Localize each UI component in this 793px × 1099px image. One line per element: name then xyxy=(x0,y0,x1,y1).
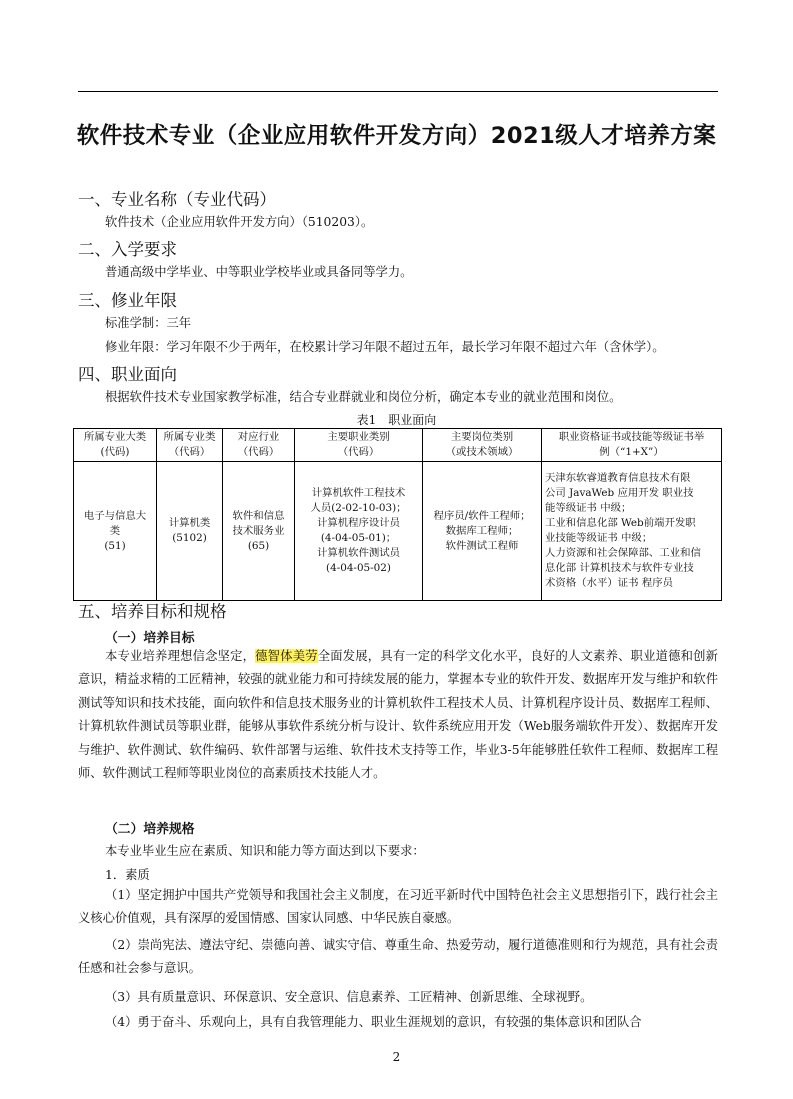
career-text: 根据软件技术专业国家教学标准，结合专业群就业和岗位分析，确定本专业的就业范围和岗位。 xyxy=(105,390,622,404)
quality-item-1: （1）坚定拥护中国共产党领导和我国社会主义制度，在习近平新时代中国特色社会主义思想指引下，践行社会主义核心价值观，具有深厚的爱国情感、国家认同感、中华民族自豪感。 xyxy=(78,888,718,926)
table-cell: 软件和信息 技术服务业 (65) xyxy=(223,462,295,601)
table-header-cell: 主要岗位类别 （或技术领域） xyxy=(423,429,542,462)
admission-text: 普通高级中学毕业、中等职业学校毕业或具备同等学力。 xyxy=(105,265,413,279)
table-cell: 电子与信息大 类 (51) xyxy=(74,462,157,601)
quality-item-3: （3）具有质量意识、环保意识、安全意识、信息素养、工匠精神、创新思维、全球视野。 xyxy=(105,990,593,1004)
highlighted-text: 德智体美劳 xyxy=(255,649,318,663)
spec-intro-text: 本专业毕业生应在素质、知识和能力等方面达到以下要求： xyxy=(105,844,425,858)
document-title: 软件技术专业（企业应用软件开发方向）2021级人才培养方案 xyxy=(76,123,717,149)
section-heading-duration: 三、修业年限 xyxy=(78,291,177,310)
major-name-text: 软件技术（企业应用软件开发方向）（510203）。 xyxy=(105,215,374,229)
table-header-row xyxy=(74,429,722,462)
section-heading-admission: 二、入学要求 xyxy=(78,240,177,259)
subsection-heading-goal: （一）培养目标 xyxy=(105,631,195,646)
header-rule xyxy=(78,91,718,92)
subsection-heading-spec: （二）培养规格 xyxy=(105,822,195,837)
goal-paragraph: 本专业培养理想信念坚定，德智体美劳全面发展，具有一定的科学文化水平，良好的人文素养、职业道德和创新意识，精益求精的工匠精神，较强的就业能力和可持续发展的能力，掌握本专业的软件开发、数据库开发与维护和软件测试等知识和技术技能，面向软件和信息技术服务业的计算机软件工程技术人员、计算机程序设计员、数据库工程师、计算机软件测试员等职业群，能够从事软件系统分析与设计、软件系统应用开发（Web服务端软件开发）、数据库开发与维护、软件测试、软件编码、软件部署与运维、软件技术支持等工作，毕业3-5年能够胜任软件工程师、数据库工程师、软件测试工程师等职业岗位的高素质技术技能人才。 xyxy=(78,649,718,781)
table-header-cell: 主要职业类别 （代码） xyxy=(295,429,423,462)
quality-item-2: （2）崇尚宪法、遵法守纪、崇德向善、诚实守信、尊重生命、热爱劳动，履行道德准则和行为规范，具有社会责任感和社会参与意识。 xyxy=(78,938,718,976)
table-header-cell: 所属专业大类 (代码) xyxy=(74,429,157,462)
table-cell: 计算机类 (5102) xyxy=(157,462,223,601)
table-cell: 程序员/软件工程师； 数据库工程师； 软件测试工程师 xyxy=(423,462,542,601)
table-cell: 计算机软件工程技术 人员(2-02-10-03)； 计算机程序设计员 (4-04-05-01)； 计算机软件测试员 (4-04-05-02) xyxy=(295,462,423,601)
quality-item-heading: 1．素质 xyxy=(105,868,150,882)
table-header-cell: 对应行业 （代码） xyxy=(223,429,295,462)
section-heading-goals: 五、培养目标和规格 xyxy=(78,602,227,621)
section-heading-career: 四、职业面向 xyxy=(78,365,177,384)
table-caption: 表1 职业面向 xyxy=(356,413,437,427)
quality-item-4: （4）勇于奋斗、乐观向上，具有自我管理能力、职业生涯规划的意识，有较强的集体意识和团队合 xyxy=(105,1015,642,1029)
section-heading-major-name: 一、专业名称（专业代码） xyxy=(78,190,276,209)
table-header-cell: 所属专业类 （代码） xyxy=(157,429,223,462)
page-number: 2 xyxy=(392,1050,401,1064)
duration-limit-text: 修业年限：学习年限不少于两年，在校累计学习年限不超过五年，最长学习年限不超过六年（含休学）。 xyxy=(105,340,665,354)
table-cell: 天津东软睿道教育信息技术有限 公司 JavaWeb 应用开发 职业技 能等级证书 中级； 工业和信息化部 Web前端开发职 业技能等级证书 中级； 人力资源和社会保障部、工业和信 息化部 计算机技术与软件专业技 术资格（水平）证书 程序员 xyxy=(542,462,722,601)
duration-standard-text: 标准学制：三年 xyxy=(105,316,192,330)
career-table xyxy=(73,428,722,601)
table-row xyxy=(74,462,722,601)
table-header-cell: 职业资格证书或技能等级证书举 例（“1+X”） xyxy=(542,429,722,462)
